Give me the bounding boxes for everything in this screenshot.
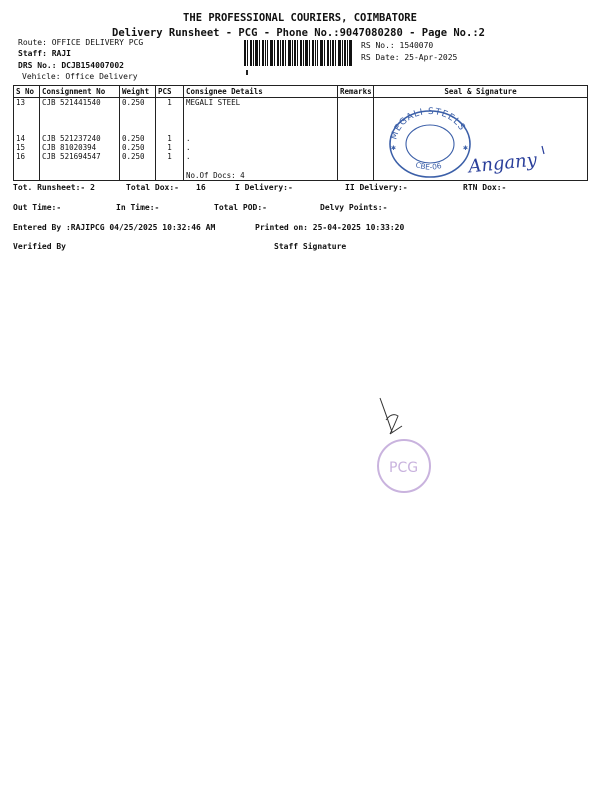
seal-star-icon: ✱ [463,143,468,152]
row-consignee: . [186,152,191,161]
row-weight: 0.250 [122,143,145,152]
total-pod: Total POD:- [214,203,267,212]
no-of-docs: No.Of Docs: 4 [186,171,245,180]
row-consignment: CJB 81020394 [42,143,97,152]
vehicle: Vehicle: Office Delivery [22,72,138,81]
row-consignee: MEGALI STEEL [186,98,241,107]
runsheet-title: Delivery Runsheet - PCG - Phone No.:9047080280 - Page No.:2 [112,27,485,39]
barcode [244,40,352,66]
row-sno: 14 [16,134,26,143]
col-weight: Weight [120,86,156,98]
seal-city: CBE-06 [414,160,443,172]
seal-text: MEGALI STEELS [389,106,467,141]
delivery-points: Delvy Points:- [320,203,388,212]
staff-signature-label: Staff Signature [274,242,347,251]
col-consignment: Consignment No [40,86,120,98]
col-consignee: Consignee Details [184,86,338,98]
rtn-dox: RTN Dox:- [463,183,507,192]
table-header-row [14,86,588,98]
col-sno: S No [14,86,40,98]
total-dox-label: Total Dox:- [126,183,179,192]
barcode-mark [246,70,248,75]
row-consignee: . [186,143,191,152]
total-runsheet: Tot. Runsheet:- 2 [13,183,95,192]
i-delivery: I Delivery:- [235,183,293,192]
seal-star-icon: ✱ [391,143,396,152]
row-weight: 0.250 [122,152,145,161]
staff-seal-stamp [360,390,460,510]
row-remarks [338,98,374,181]
col-remarks: Remarks [338,86,374,98]
row-sno: 16 [16,152,26,161]
rs-number: RS No.: 1540070 [361,41,434,50]
row-weight: 0.250 [122,98,145,107]
rs-date: RS Date: 25-Apr-2025 [361,53,458,62]
total-dox-value: 16 [196,183,206,192]
signature-text: Angany [467,149,538,178]
row-consignment: CJB 521694547 [42,152,101,161]
row-sno: 13 [16,98,26,107]
drs-number: DRS No.: DCJB154007002 [18,61,124,70]
row-consignee: . [186,134,191,143]
handwritten-signature [462,140,562,180]
row-consignment: CJB 521441540 [42,98,101,107]
row-pcs: 1 [167,98,172,107]
row-weight: 0.250 [122,134,145,143]
staff-seal-text: PCG [389,460,419,476]
company-name: THE PROFESSIONAL COURIERS, COIMBATORE [183,12,417,24]
row-pcs: 1 [167,134,172,143]
row-pcs: 1 [167,152,172,161]
col-pcs: PCS [156,86,184,98]
col-seal-signature: Seal & Signature [374,86,588,98]
out-time: Out Time:- [13,203,62,212]
row-consignment: CJB 521237240 [42,134,101,143]
staff: Staff: RAJI [18,49,71,58]
row-pcs: 1 [167,143,172,152]
entered-by: Entered By :RAJIPCG 04/25/2025 10:32:46 AM [13,223,216,232]
in-time: In Time:- [116,203,160,212]
row-sno: 15 [16,143,26,152]
route: Route: OFFICE DELIVERY PCG [18,38,144,47]
ii-delivery: II Delivery:- [345,183,408,192]
verified-by: Verified By [13,242,66,251]
printed-on: Printed on: 25-04-2025 10:33:20 [255,223,405,232]
